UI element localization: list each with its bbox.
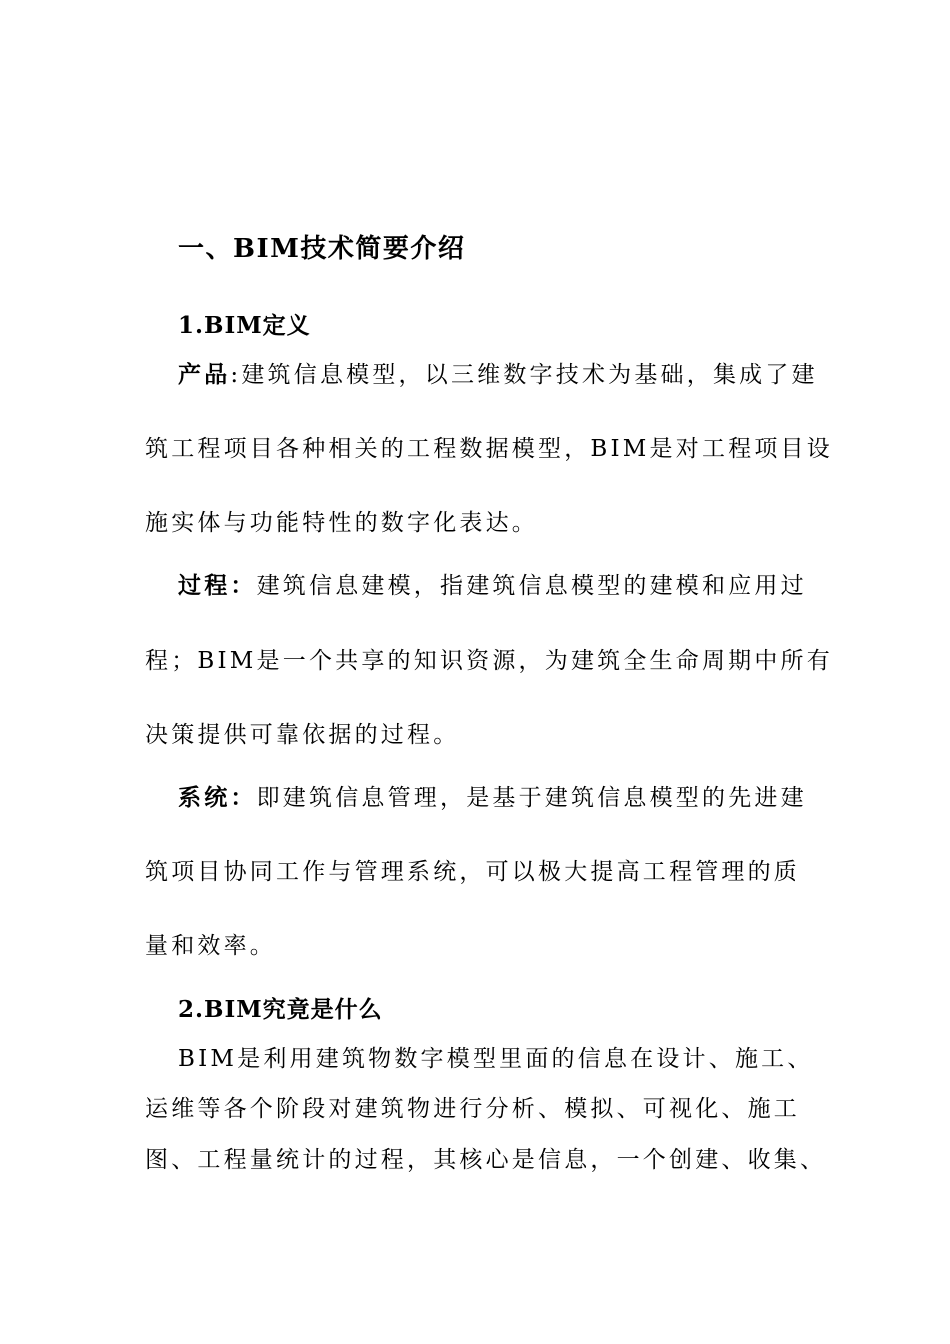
system-paragraph-line-1 [178, 783, 807, 813]
process-paragraph-line-1 [178, 571, 807, 601]
section-1-heading: 1.BIM定义 [178, 312, 311, 339]
product-paragraph-line-2: 筑工程项目各种相关的工程数据模型，BIM是对工程项目设 [145, 436, 833, 462]
section-2-paragraph-line-1: BIM是利用建筑物数字模型里面的信息在设计、施工、 [178, 1046, 814, 1072]
product-paragraph-line-3: 施实体与功能特性的数字化表达。 [145, 510, 538, 536]
product-term: 产品 [178, 361, 231, 388]
system-term: 系统： [178, 784, 257, 811]
system-text-1: 即建筑信息管理，是基于建筑信息模型的先进建 [256, 785, 807, 811]
system-paragraph-line-2: 筑项目协同工作与管理系统，可以极大提高工程管理的质 [145, 859, 800, 885]
section-2-heading: 2.BIM究竟是什么 [178, 996, 383, 1023]
process-paragraph-line-2: 程；BIM是一个共享的知识资源，为建筑全生命周期中所有 [145, 648, 833, 674]
product-text-1: :建筑信息模型，以三维数字技术为基础，集成了建 [230, 362, 818, 388]
section-2-paragraph-line-3: 图、工程量统计的过程，其核心是信息，一个创建、收集、 [145, 1147, 827, 1173]
main-heading: 一、BIM技术简要介绍 [178, 234, 466, 264]
process-term: 过程： [178, 572, 257, 599]
product-paragraph-line-1 [178, 360, 818, 390]
section-2-paragraph-line-2: 运维等各个阶段对建筑物进行分析、模拟、可视化、施工 [145, 1096, 800, 1122]
system-paragraph-line-3: 量和效率。 [145, 933, 276, 959]
process-text-1: 建筑信息建模，指建筑信息模型的建模和应用过 [256, 573, 807, 599]
process-paragraph-line-3: 决策提供可靠依据的过程。 [145, 722, 460, 748]
